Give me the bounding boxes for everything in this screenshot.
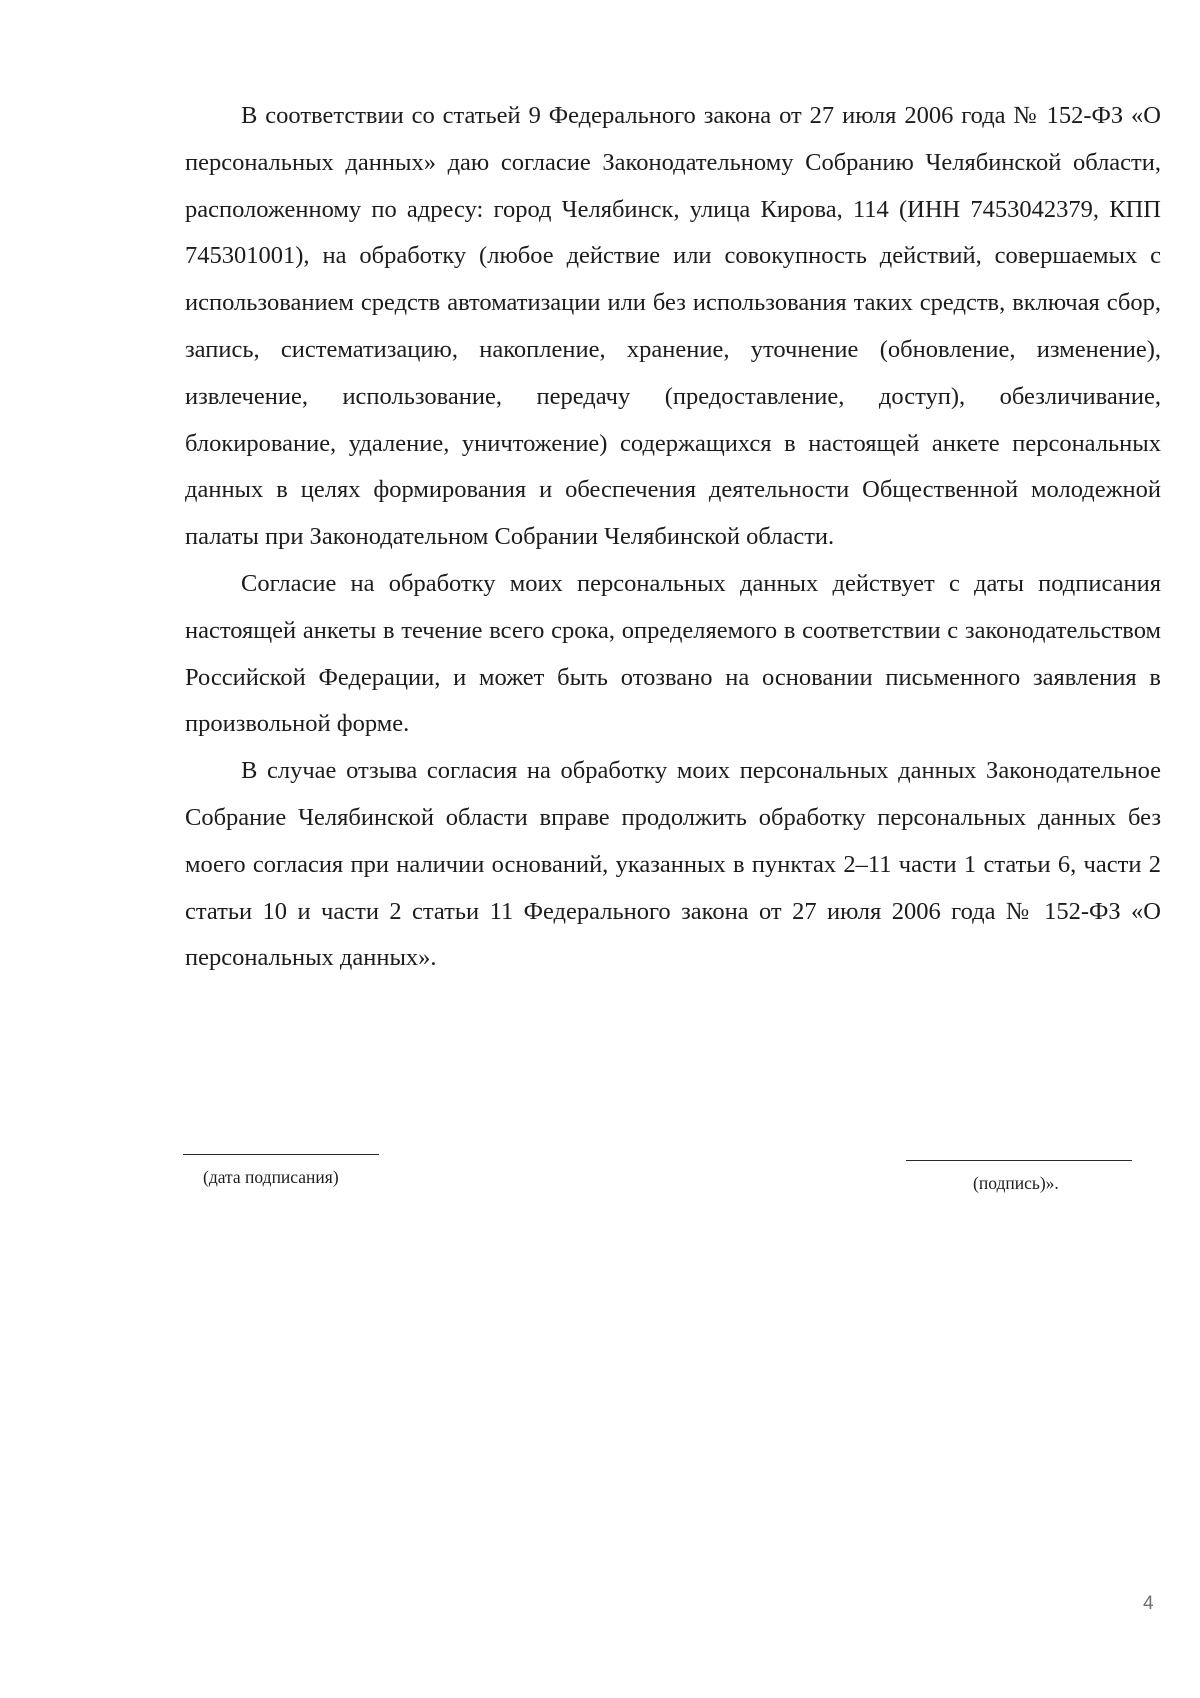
paragraph-consent-duration: Согласие на обработку моих персональных данных действует с даты подписания настоящей анкеты в течение всего срока, определяемого в соответствии с законодательством Российской Федерации, и может быть отозвано на основании письменного заявления в произвольной форме. — [185, 569, 1161, 738]
paragraph-consent-withdrawal: В случае отзыва согласия на обработку моих персональных данных Законодательное Собрание Челябинской области вправе продолжить обработку персональных данных без моего согласия при наличии оснований, указанных в пунктах 2–11 части 1 статьи 6, части 2 статьи 10 и части 2 статьи 11 Федерального закона от 27 июля 2006 года № 152-ФЗ «О персональных данных». — [185, 757, 1161, 972]
signature-line — [906, 1160, 1132, 1161]
consent-text — [185, 93, 1161, 982]
signature-caption: (подпись)». — [973, 1173, 1059, 1193]
date-signature-line — [183, 1154, 379, 1155]
date-caption: (дата подписания) — [203, 1167, 339, 1187]
paragraph-consent-grant: В соответствии со статьей 9 Федерального закона от 27 июля 2006 года № 152-ФЗ «О персональных данных» даю согласие Законодательному Собранию Челябинской области, расположенному по адресу: город Челябинск, улица Кирова, 114 (ИНН 7453042379, КПП 745301001), на обработку (любое действие или совокупность действий, совершаемых с использованием средств автоматизации или без использования таких средств, включая сбор, запись, систематизацию, накопление, хранение, уточнение (обновление, изменение), извлечение, использование, передачу (предоставление, доступ), обезличивание, блокирование, удаление, уничтожение) содержащихся в настоящей анкете персональных данных в целях формирования и обеспечения деятельности Общественной молодежной палаты при Законодательном Собрании Челябинской области. — [185, 102, 1161, 551]
page-number: 4 — [1143, 1593, 1154, 1614]
